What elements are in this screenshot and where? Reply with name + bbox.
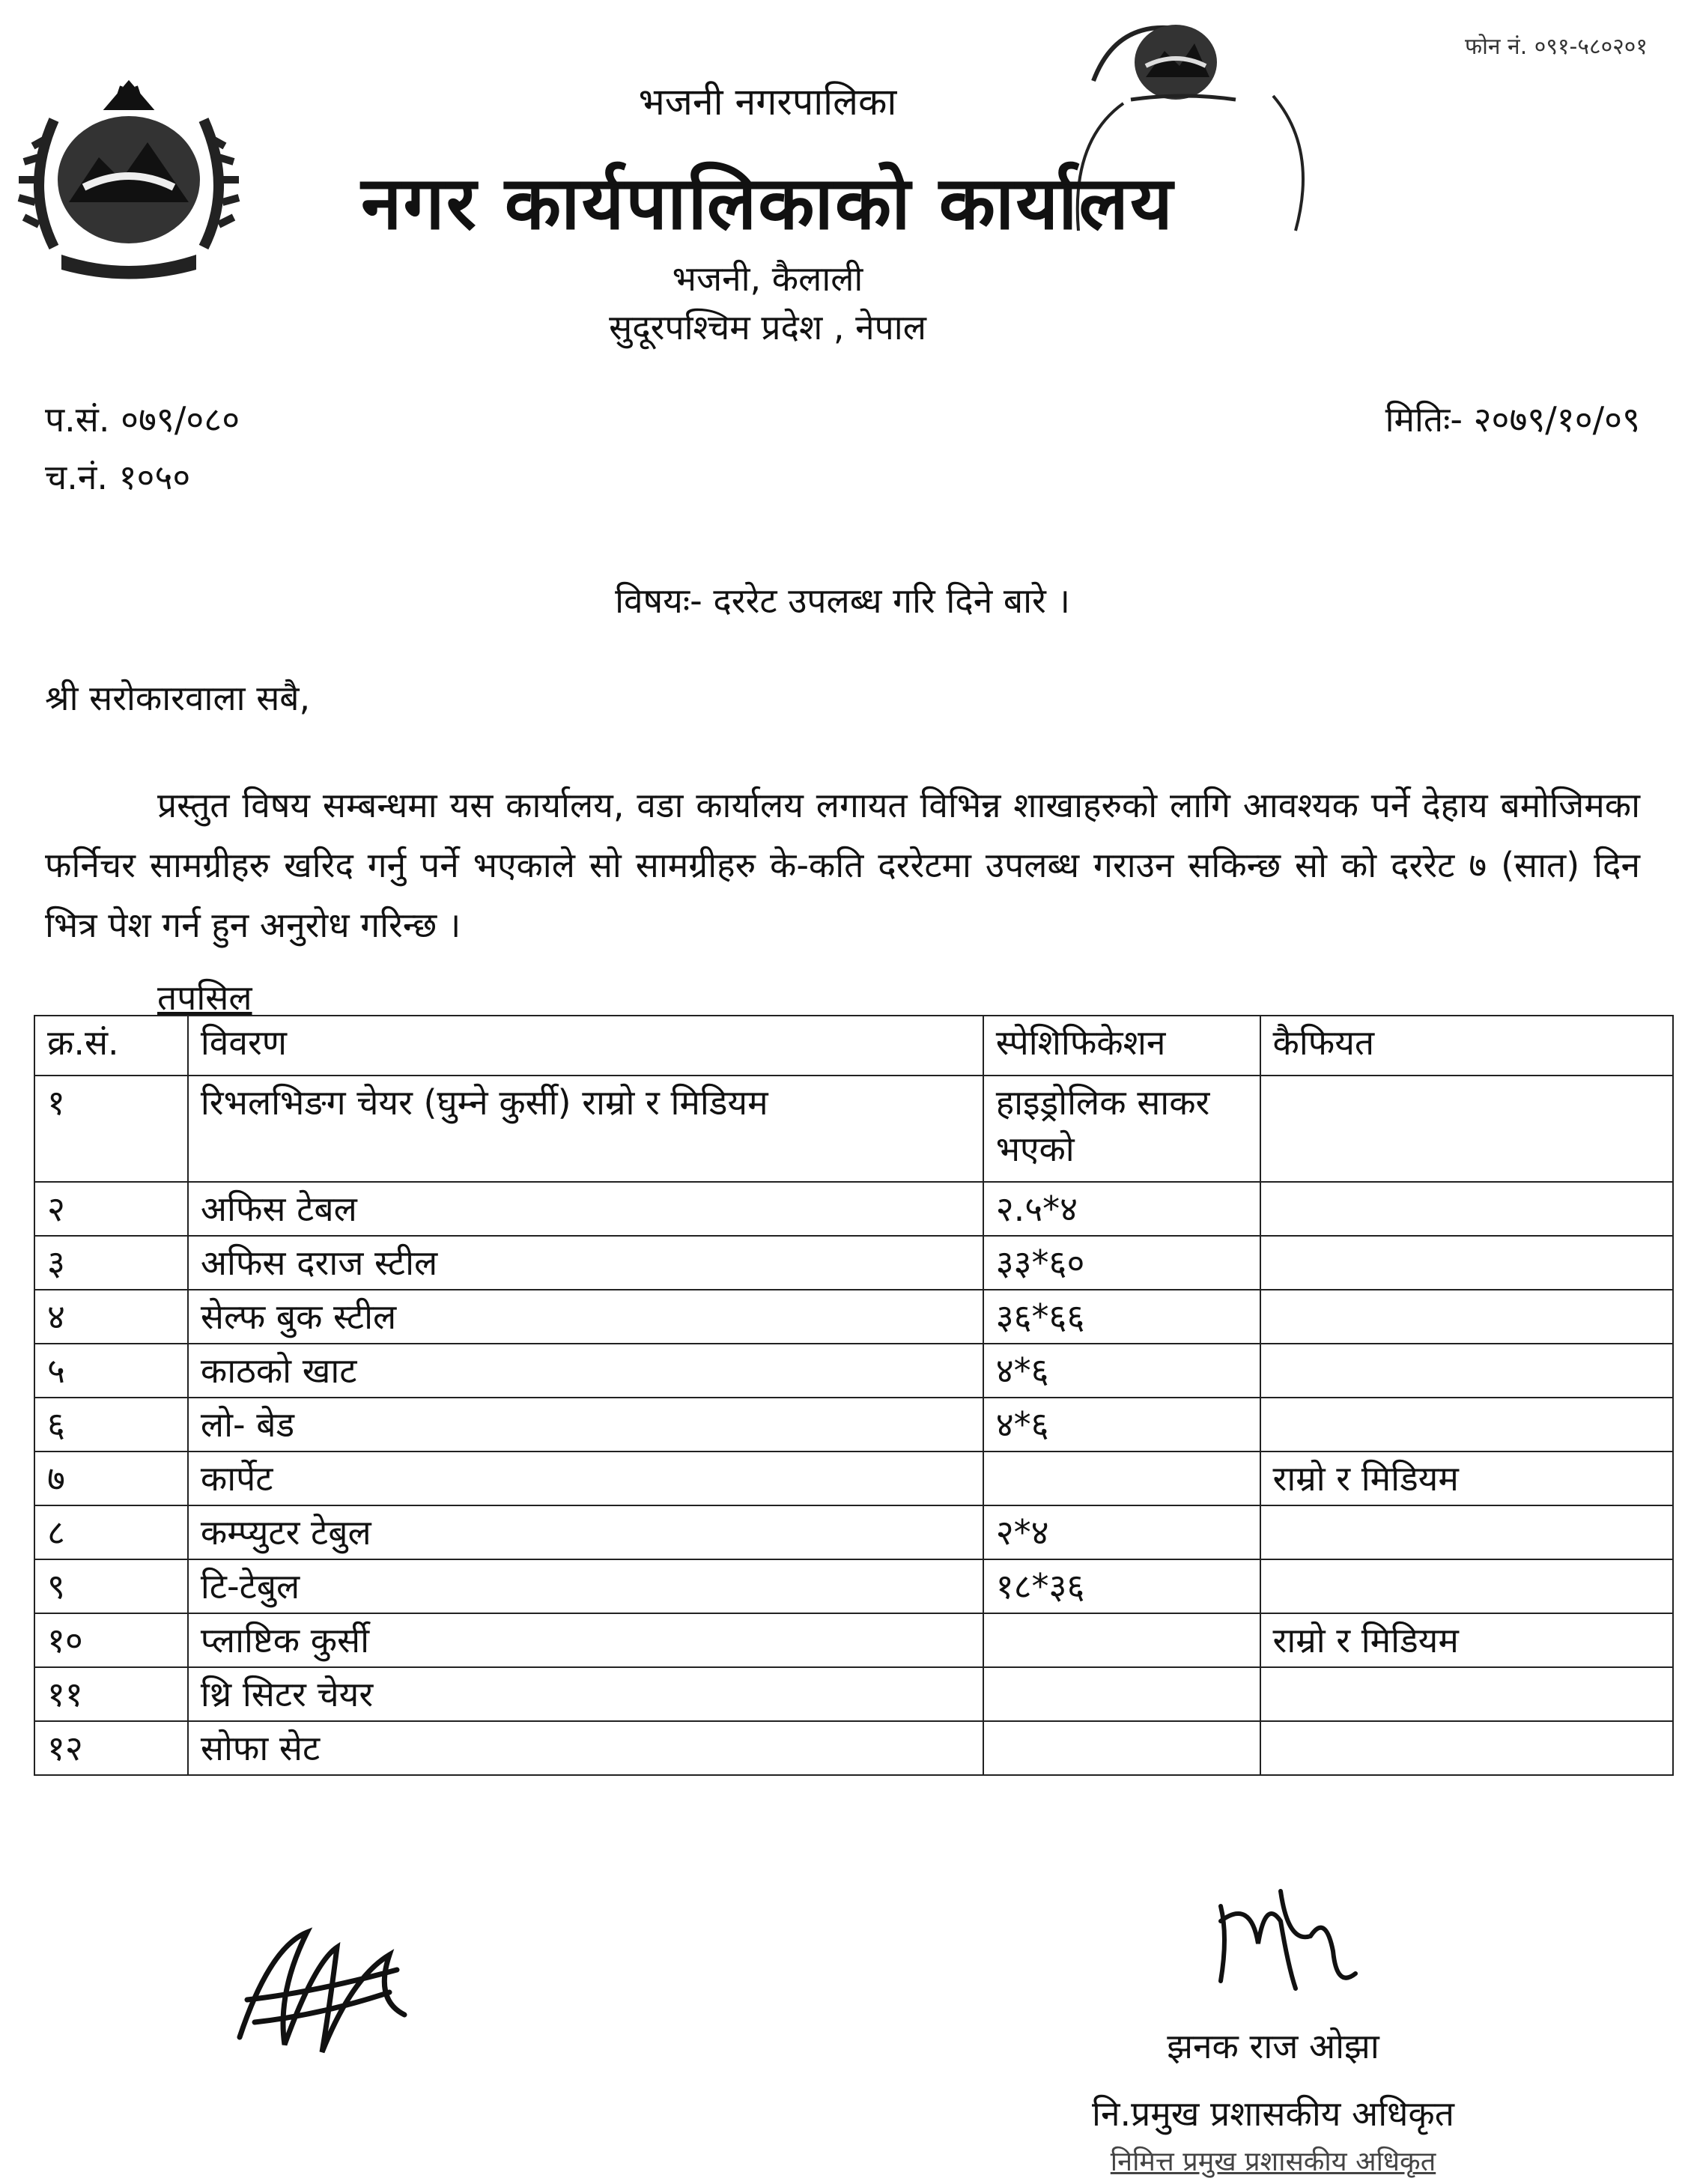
office-title: नगर कार्यपालिकाको कार्यालय xyxy=(361,161,1174,246)
cell-description: सेल्फ बुक स्टील xyxy=(188,1290,983,1344)
column-header-remarks: कैफियत xyxy=(1260,1016,1673,1076)
cell-specification xyxy=(983,1452,1260,1505)
column-header-serial: क्र.सं. xyxy=(34,1016,188,1076)
cell-specification: २*४ xyxy=(983,1505,1260,1559)
cell-remarks xyxy=(1260,1290,1673,1344)
cell-remarks: राम्रो र मिडियम xyxy=(1260,1452,1673,1505)
cell-serial: २ xyxy=(34,1182,188,1236)
cell-description: टि-टेबुल xyxy=(188,1559,983,1613)
dispatch-number: च.नं. १०५० xyxy=(45,457,191,497)
letter-body: प्रस्तुत विषय सम्बन्धमा यस कार्यालय, वडा कार्यालय लगायत विभिन्न शाखाहरुको लागि आवश्यक पर्ने देहाय बमोजिमका फर्निचर सामग्रीहरु खरिद गर्नु पर्ने भएकाले सो सामग्रीहरु के-कति दररेटमा उपलब्ध गराउन सकिन्छ सो को दररेट ७ (सात) दिन भित्र पेश गर्न हुन अनुरोध गरिन्छ । xyxy=(45,785,1640,945)
cell-serial: १ xyxy=(34,1076,188,1182)
table-row xyxy=(34,1076,1673,1182)
cell-serial: ३ xyxy=(34,1236,188,1290)
cell-description: सोफा सेट xyxy=(188,1721,983,1775)
cell-remarks xyxy=(1260,1236,1673,1290)
table-row xyxy=(34,1559,1673,1613)
table-header-row xyxy=(34,1016,1673,1076)
cell-serial: ७ xyxy=(34,1452,188,1505)
cell-serial: ४ xyxy=(34,1290,188,1344)
cell-specification: ४*६ xyxy=(983,1398,1260,1452)
cell-specification xyxy=(983,1667,1260,1721)
table-row xyxy=(34,1721,1673,1775)
table-row xyxy=(34,1452,1673,1505)
cell-description: कम्प्युटर टेबुल xyxy=(188,1505,983,1559)
municipality-name: भजनी नगरपालिका xyxy=(638,80,897,124)
cell-specification: हाइड्रोलिक साकर भएको xyxy=(983,1076,1260,1182)
cell-remarks xyxy=(1260,1344,1673,1398)
cell-description: थ्रि सिटर चेयर xyxy=(188,1667,983,1721)
table-row xyxy=(34,1398,1673,1452)
salutation: श्री सरोकारवाला सबै, xyxy=(45,678,311,718)
cell-serial: ६ xyxy=(34,1398,188,1452)
table-row xyxy=(34,1344,1673,1398)
cell-specification: ३६*६६ xyxy=(983,1290,1260,1344)
cell-serial: ५ xyxy=(34,1344,188,1398)
cell-description: काठको खाट xyxy=(188,1344,983,1398)
cell-remarks xyxy=(1260,1398,1673,1452)
column-header-description: विवरण xyxy=(188,1016,983,1076)
cell-specification: १८*३६ xyxy=(983,1559,1260,1613)
nepal-emblem-icon xyxy=(9,75,249,285)
cell-specification xyxy=(983,1721,1260,1775)
signer-title: नि.प्रमुख प्रशासकीय अधिकृत xyxy=(1092,2093,1454,2134)
cell-description: अफिस दराज स्टील xyxy=(188,1236,983,1290)
cell-serial: १० xyxy=(34,1613,188,1667)
table-row xyxy=(34,1290,1673,1344)
cell-serial: ९ xyxy=(34,1559,188,1613)
signer-designation-stamp: निमित्त प्रमुख प्रशासकीय अधिकृत xyxy=(1110,2147,1436,2177)
cell-serial: १२ xyxy=(34,1721,188,1775)
handwritten-signature-icon xyxy=(225,1902,419,2060)
letter-reference-number: प.सं. ०७९/०८० xyxy=(45,399,240,440)
phone-number: फोन नं. ०९१-५८०२०१ xyxy=(1464,34,1648,60)
table-caption: तपसिल xyxy=(157,977,252,1018)
handwritten-signature-icon xyxy=(1206,1876,1370,2003)
letter-date: मितिः- २०७९/१०/०९ xyxy=(1385,399,1640,440)
address-line-1: भजनी, कैलाली xyxy=(672,258,863,299)
cell-description: अफिस टेबल xyxy=(188,1182,983,1236)
cell-specification xyxy=(983,1613,1260,1667)
cell-remarks xyxy=(1260,1182,1673,1236)
cell-remarks xyxy=(1260,1559,1673,1613)
cell-description: प्लाष्टिक कुर्सी xyxy=(188,1613,983,1667)
cell-serial: ८ xyxy=(34,1505,188,1559)
column-header-specification: स्पेशिफिकेशन xyxy=(983,1016,1260,1076)
cell-remarks xyxy=(1260,1505,1673,1559)
table-row xyxy=(34,1667,1673,1721)
table-row xyxy=(34,1236,1673,1290)
cell-remarks xyxy=(1260,1721,1673,1775)
cell-remarks: राम्रो र मिडियम xyxy=(1260,1613,1673,1667)
cell-specification: ३३*६० xyxy=(983,1236,1260,1290)
table-row xyxy=(34,1505,1673,1559)
items-table xyxy=(34,1015,1674,1776)
cell-specification: ४*६ xyxy=(983,1344,1260,1398)
address-line-2: सुदूरपश्चिम प्रदेश , नेपाल xyxy=(609,307,926,348)
cell-description: रिभलभिङग चेयर (घुम्ने कुर्सी) राम्रो र मिडियम xyxy=(188,1076,983,1182)
cell-description: कार्पेट xyxy=(188,1452,983,1505)
cell-remarks xyxy=(1260,1667,1673,1721)
signer-name: झनक राज ओझा xyxy=(1167,2026,1379,2066)
table-row xyxy=(34,1613,1673,1667)
table-row xyxy=(34,1182,1673,1236)
letter-subject: विषयः- दररेट उपलब्ध गरि दिने बारे । xyxy=(615,580,1070,621)
cell-description: लो- बेड xyxy=(188,1398,983,1452)
cell-specification: २.५*४ xyxy=(983,1182,1260,1236)
cell-serial: ११ xyxy=(34,1667,188,1721)
cell-remarks xyxy=(1260,1076,1673,1182)
